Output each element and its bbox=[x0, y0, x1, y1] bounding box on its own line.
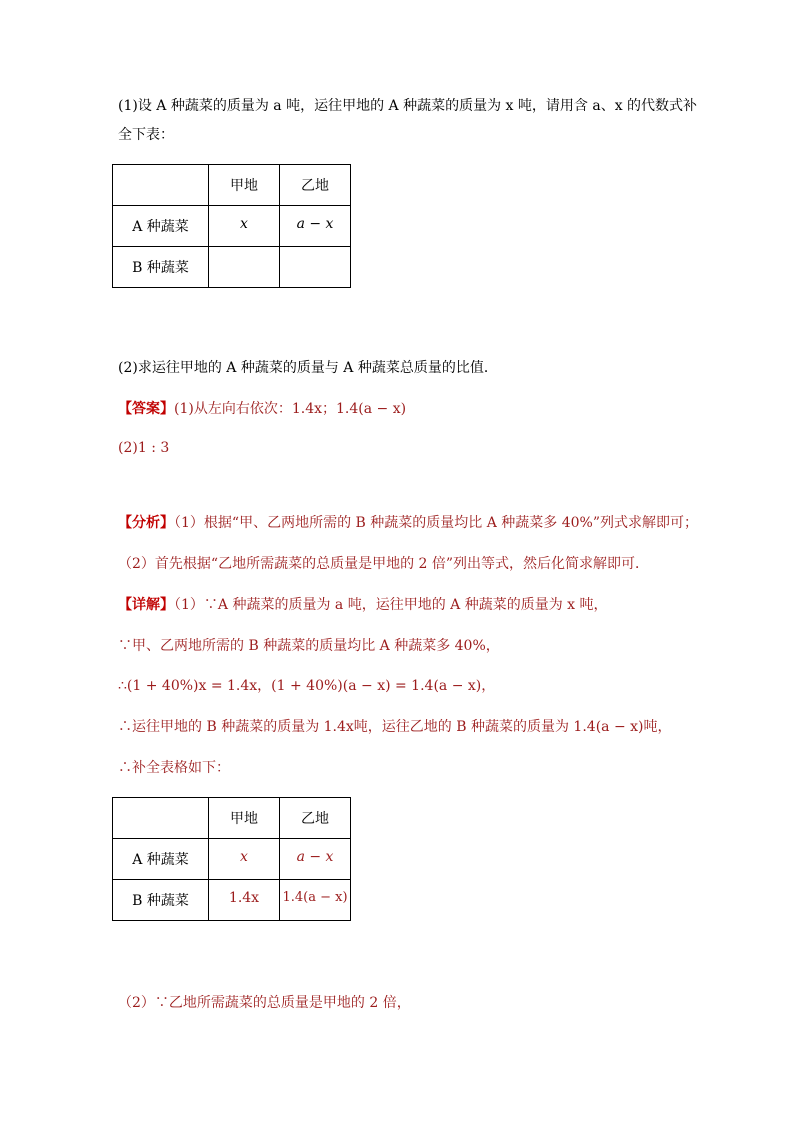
table-2 bbox=[112, 797, 351, 921]
analysis-line-1 bbox=[118, 513, 698, 533]
detail-5: ∴补全表格如下： bbox=[118, 760, 230, 776]
answer-line-1 bbox=[118, 399, 406, 419]
table-row bbox=[113, 839, 351, 880]
detail-line-1 bbox=[118, 595, 608, 615]
question-2: (2)求运往甲地的 A 种蔬菜的质量与 A 种蔬菜总质量的比值． bbox=[118, 360, 498, 376]
table-cell: x bbox=[209, 839, 280, 880]
table-cell: A 种蔬菜 bbox=[113, 206, 209, 247]
table-cell bbox=[209, 247, 280, 288]
answer-1: (1)从左向右依次：1.4x；1.4(a − x) bbox=[174, 401, 407, 417]
analysis-tag: 【分析】 bbox=[118, 515, 174, 531]
table-cell: x bbox=[209, 206, 280, 247]
question-1-line-2: 全下表： bbox=[118, 127, 174, 143]
answer-2: (2)1 : 3 bbox=[118, 440, 170, 456]
table-row bbox=[113, 165, 351, 206]
question-1-line-1: (1)设 A 种蔬菜的质量为 a 吨，运往甲地的 A 种蔬菜的质量为 x 吨，请用含 a、x 的代数式补 bbox=[118, 98, 698, 114]
table-cell bbox=[113, 798, 209, 839]
table-cell: 乙地 bbox=[280, 798, 351, 839]
table-cell: 1.4x bbox=[209, 880, 280, 921]
table-row bbox=[113, 206, 351, 247]
detail-4: ∴运往甲地的 B 种蔬菜的质量为 1.4x吨，运往乙地的 B 种蔬菜的质量为 1.4(a − x)吨， bbox=[118, 719, 672, 735]
detail-2: ∵甲、乙两地所需的 B 种蔬菜的质量均比 A 种蔬菜多 40%， bbox=[118, 638, 500, 654]
detail-6: （2）∵乙地所需蔬菜的总质量是甲地的 2 倍， bbox=[118, 995, 411, 1011]
table-1 bbox=[112, 164, 351, 288]
table-cell: a − x bbox=[280, 839, 351, 880]
detail-tag: 【详解】 bbox=[118, 597, 174, 613]
analysis-1: （1）根据“甲、乙两地所需的 B 种蔬菜的质量均比 A 种蔬菜多 40%”列式求解即可； bbox=[174, 515, 698, 531]
table-cell: 1.4(a − x) bbox=[280, 880, 351, 921]
table-cell: 甲地 bbox=[209, 798, 280, 839]
table-cell: 甲地 bbox=[209, 165, 280, 206]
table-cell: 乙地 bbox=[280, 165, 351, 206]
detail-3: ∴(1 + 40%)x = 1.4x，(1 + 40%)(a − x) = 1.4(a − x)， bbox=[118, 678, 496, 694]
table-cell: B 种蔬菜 bbox=[113, 880, 209, 921]
table-cell: a − x bbox=[280, 206, 351, 247]
table-cell bbox=[280, 247, 351, 288]
table-cell: B 种蔬菜 bbox=[113, 247, 209, 288]
answer-tag: 【答案】 bbox=[118, 401, 174, 417]
table-row bbox=[113, 798, 351, 839]
table-row bbox=[113, 880, 351, 921]
table-cell bbox=[113, 165, 209, 206]
analysis-2: （2）首先根据“乙地所需蔬菜的总质量是甲地的 2 倍”列出等式，然后化简求解即可． bbox=[118, 556, 650, 572]
table-cell: A 种蔬菜 bbox=[113, 839, 209, 880]
table-row bbox=[113, 247, 351, 288]
detail-1: （1）∵A 种蔬菜的质量为 a 吨，运往甲地的 A 种蔬菜的质量为 x 吨， bbox=[174, 597, 608, 613]
